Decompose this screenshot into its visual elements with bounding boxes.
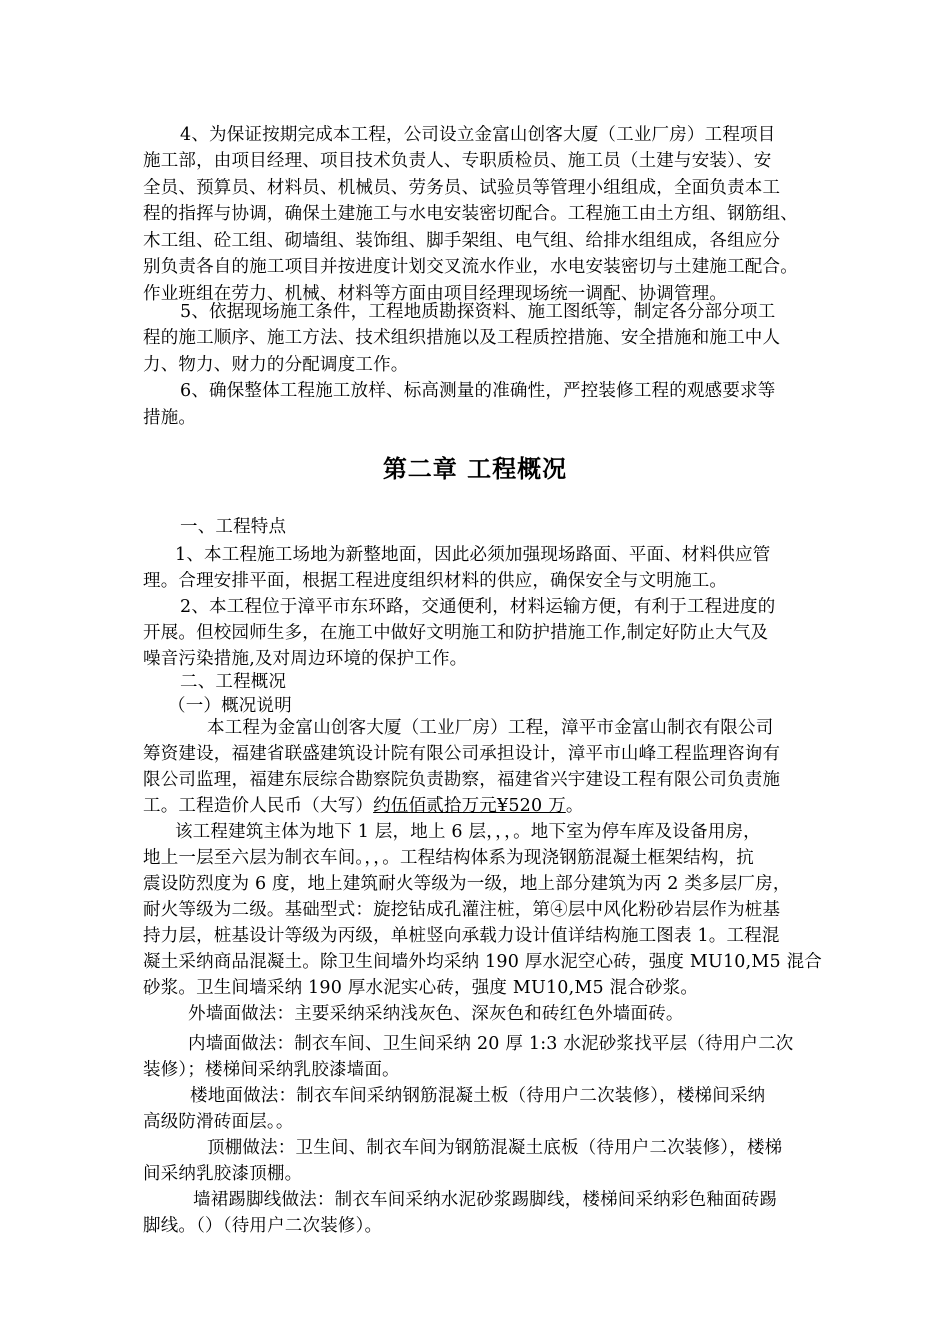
interior-wall-line-2: 装修）；楼梯间采纳乳胶漆墙面。 [143, 1060, 400, 1080]
paragraph-4-line-4: 程的指挥与协调，确保土建施工与水电安装密切配合。工程施工由土方组、钢筋组、 [143, 204, 798, 224]
overview-line-1: 本工程为金富山创客大厦（工业厂房）工程，漳平市金富山制衣有限公司 [207, 718, 774, 738]
ceiling-method-line-2: 间采纳乳胶漆顶棚。 [143, 1164, 303, 1184]
overview-line-4-text: 工。工程造价人民币（大写） [143, 796, 374, 816]
feature-2-line-1: 2、本工程位于漳平市东环路，交通便利，材料运输方便，有利于工程进度的 [180, 597, 776, 617]
structure-line-5: 持力层，桩基设计等级为丙级，单桩竖向承载力设计值详结构施工图表 1。工程混 [143, 926, 780, 946]
project-cost-amount: 约伍佰贰拾万元¥520 万 [373, 796, 566, 816]
structure-line-7: 砂浆。卫生间墙采纳 190 厚水泥实心砖，强度 MU10,M5 混合砂浆。 [143, 978, 699, 998]
skirting-method-line-2: 脚线。（）（待用户二次装修）。 [143, 1216, 383, 1236]
paragraph-5-line-3: 力、物力、财力的分配调度工作。 [143, 355, 409, 375]
feature-1-line-2: 理。合理安排平面，根据工程进度组织材料的供应，确保安全与文明施工。 [143, 571, 728, 591]
paragraph-5-line-1: 5、依据现场施工条件，工程地质勘探资料、施工图纸等，制定各分部分项工 [180, 302, 776, 322]
heading-project-features: 一、工程特点 [180, 517, 287, 537]
structure-line-6: 凝土采纳商品混凝土。除卫生间墙外均采纳 190 厚水泥空心砖，强度 MU10,M5 混合 [143, 952, 823, 972]
floor-method-line-1: 楼地面做法：制衣车间采纳钢筋混凝土板（待用户二次装修），楼梯间采纳 [190, 1086, 766, 1106]
overview-line-2: 筹资建设，福建省联盛建筑设计院有限公司承担设计，漳平市山峰工程监理咨询有 [143, 744, 781, 764]
feature-2-line-3: 噪音污染措施,及对周边环境的保护工作。 [143, 649, 468, 669]
structure-line-2: 地上一层至六层为制衣车间。，，。工程结构体系为现浇钢筋混凝土框架结构，抗 [143, 848, 754, 868]
interior-wall-line-1: 内墙面做法：制衣车间、卫生间采纳 20 厚 1:3 水泥砂浆找平层（待用户二次 [188, 1034, 794, 1054]
structure-line-1: 该工程建筑主体为地下 1 层，地上 6 层，，，。地下室为停车库及设备用房， [175, 822, 761, 842]
paragraph-4-line-2: 施工部，由项目经理、项目技术负责人、专职质检员、施工员（土建与安装）、安 [143, 151, 772, 171]
structure-line-3: 震设防烈度为 6 度，地上建筑耐火等级为一级，地上部分建筑为丙 2 类多层厂房， [143, 874, 791, 894]
paragraph-4-line-6: 别负责各自的施工项目并按进度计划交叉流水作业，水电安装密切与土建施工配合。 [143, 257, 798, 277]
subheading-overview-description: （一）概况说明 [168, 696, 292, 716]
paragraph-4-line-1: 4、为保证按期完成本工程，公司设立金富山创客大厦（工业厂房）工程项目 [180, 125, 776, 145]
paragraph-4-line-3: 全员、预算员、材料员、机械员、劳务员、试验员等管理小组组成，全面负责本工 [143, 178, 781, 198]
chapter-title: 第二章 工程概况 [382, 454, 568, 483]
overview-line-4 [143, 793, 843, 819]
paragraph-4-line-5: 木工组、砼工组、砌墙组、装饰组、脚手架组、电气组、给排水组组成，各组应分 [143, 231, 781, 251]
paragraph-4-line-7: 作业班组在劳力、机械、材料等方面由项目经理现场统一调配、协调管理。 [143, 284, 728, 304]
skirting-method-line-1: 墙裙踢脚线做法：制衣车间采纳水泥砂浆踢脚线，楼梯间采纳彩色釉面砖踢 [193, 1190, 778, 1210]
exterior-wall-method: 外墙面做法：主要采纳采纳浅灰色、深灰色和砖红色外墙面砖。 [188, 1004, 684, 1024]
heading-project-overview: 二、工程概况 [180, 672, 287, 692]
paragraph-6-line-2: 措施。 [143, 408, 197, 428]
ceiling-method-line-1: 顶棚做法：卫生间、制衣车间为钢筋混凝土底板（待用户二次装修），楼梯 [207, 1138, 783, 1158]
structure-line-4: 耐火等级为二级。基础型式：旋挖钻成孔灌注桩，第④层中风化粉砂岩层作为桩基 [143, 900, 781, 920]
overview-line-3: 限公司监理，福建东辰综合勘察院负责勘察，福建省兴宇建设工程有限公司负责施 [143, 770, 781, 790]
floor-method-line-2: 高级防滑砖面层。。 [143, 1112, 294, 1132]
overview-line-4-end: 。 [565, 796, 584, 816]
paragraph-6-line-1: 6、确保整体工程施工放样、标高测量的准确性，严控装修工程的观感要求等 [180, 381, 776, 401]
paragraph-5-line-2: 程的施工顺序、施工方法、技术组织措施以及工程质控措施、安全措施和施工中人 [143, 328, 781, 348]
feature-1-line-1: 1、本工程施工场地为新整地面，因此必须加强现场路面、平面、材料供应管 [175, 545, 771, 565]
feature-2-line-2: 开展。但校园师生多，在施工中做好文明施工和防护措施工作,制定好防止大气及 [143, 623, 769, 643]
